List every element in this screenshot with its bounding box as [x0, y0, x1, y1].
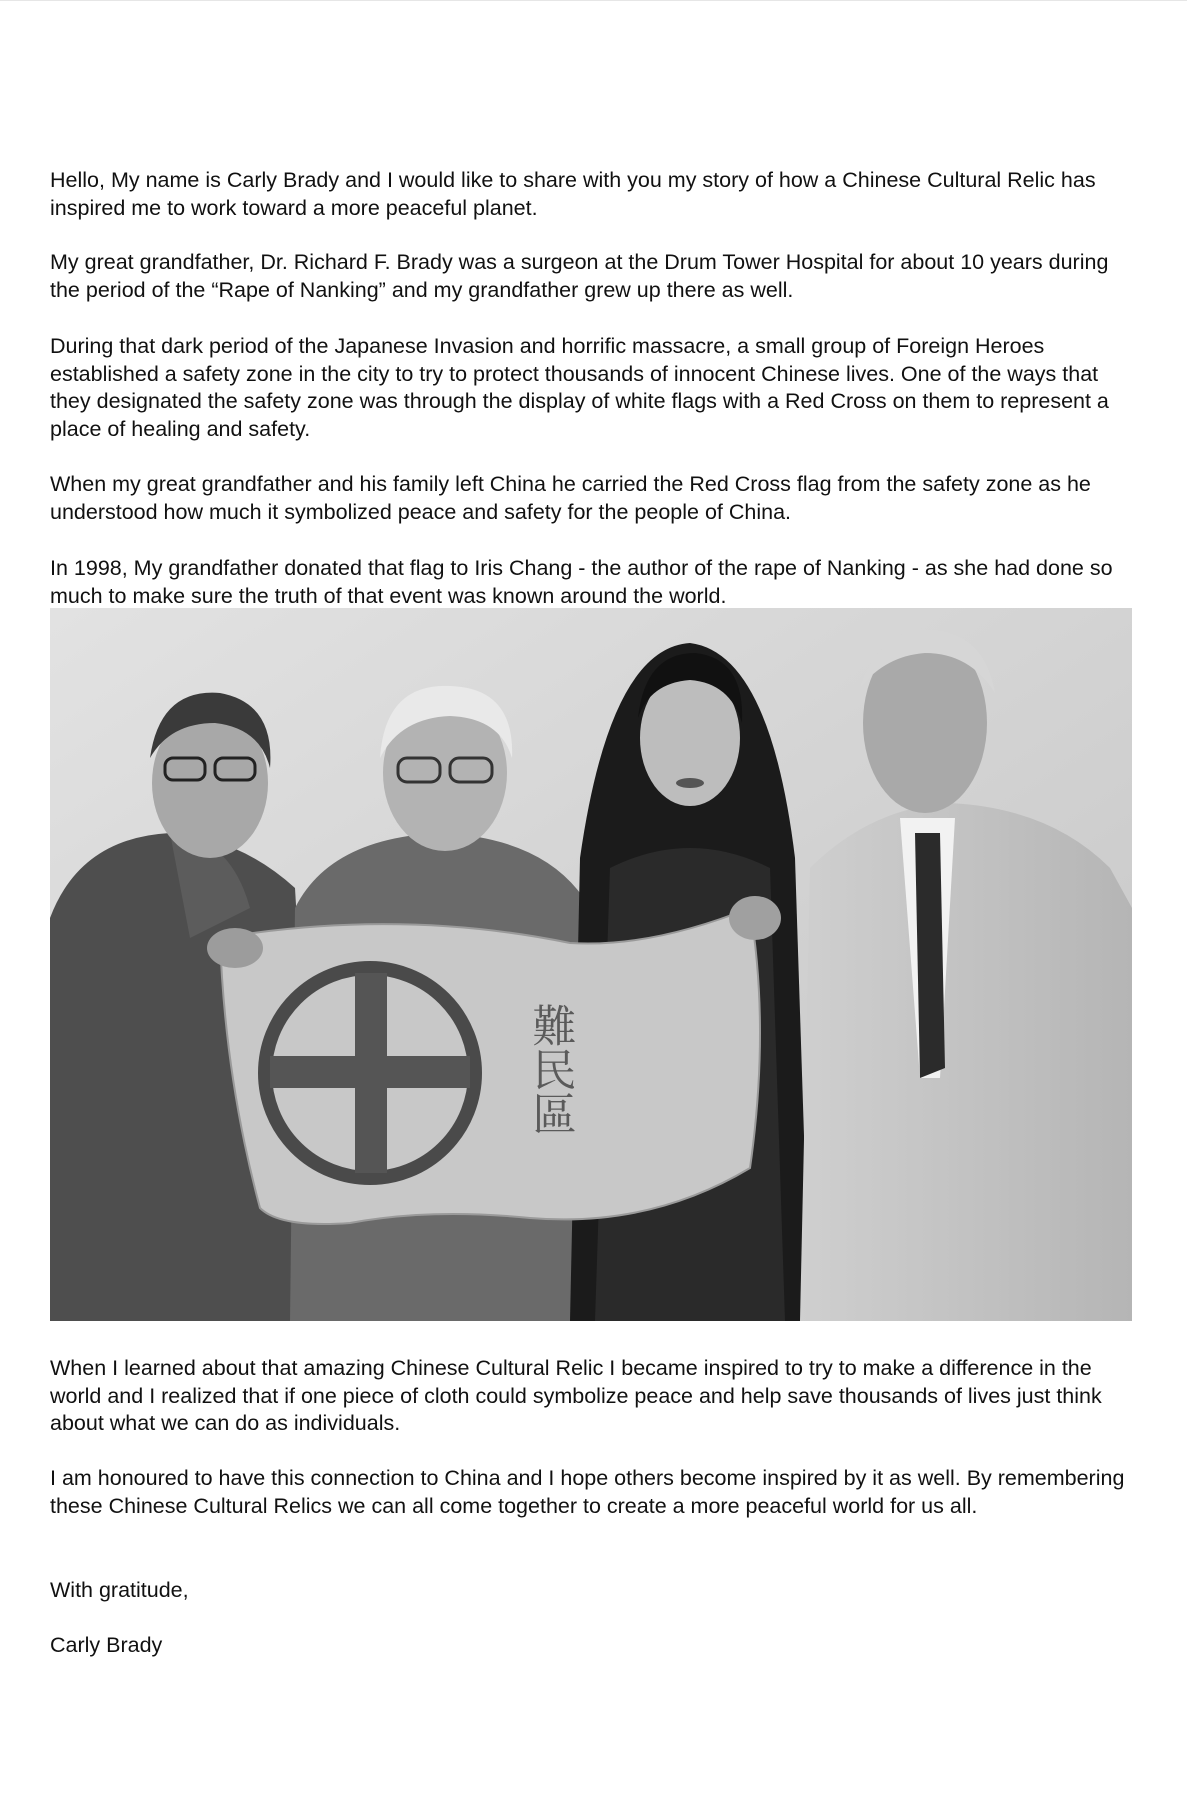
hand-right: [729, 896, 781, 940]
flag-cross-horizontal: [270, 1056, 470, 1088]
paragraph-flag-carried: When my great grandfather and his family left China he carried the Red Cross flag from the safety zone as he understood how much it symbolized peace and safety for the people of China.: [50, 472, 1091, 524]
paragraph-inspiration: When I learned about that amazing Chinese Cultural Relic I became inspired to try to make a difference in the world and I realized that if one piece of cloth could symbolize peace and help save thousands of lives just think about what we can do as individuals.: [50, 1356, 1102, 1435]
signature: Carly Brady: [50, 1633, 163, 1657]
red-cross-flag: [220, 908, 760, 1224]
paragraph-connection: I am honoured to have this connection to China and I hope others become inspired by it as well. By remembering these Chinese Cultural Relics we can all come together to create a more peaceful world for us all.: [50, 1466, 1125, 1518]
photo-illustration: [50, 608, 1132, 1321]
closing-line: With gratitude,: [50, 1578, 189, 1602]
paragraph-safety-zone: During that dark period of the Japanese Invasion and horrific massacre, a small group of Foreign Heroes established a safety zone in the city to try to protect thousands of innocent Chinese lives. One of the ways that they designated the safety zone was through the display of white flags with a Red Cross on them to represent a place of healing and safety.: [50, 334, 1109, 441]
flag-characters: 難民區: [524, 1003, 576, 1135]
hand-left: [207, 928, 263, 968]
group-photo-with-flag: [50, 608, 1132, 1321]
paragraph-introduction: Hello, My name is Carly Brady and I would like to share with you my story of how a Chinese Cultural Relic has inspired me to work toward a more peaceful planet.: [50, 168, 1096, 220]
paragraph-great-grandfather: My great grandfather, Dr. Richard F. Brady was a surgeon at the Drum Tower Hospital for about 10 years during the period of the “Rape of Nanking” and my grandfather grew up there as well.: [50, 250, 1109, 302]
paragraph-flag-donated: In 1998, My grandfather donated that flag to Iris Chang - the author of the rape of Nanking - as she had done so much to make sure the truth of that event was known around the world.: [50, 556, 1113, 608]
